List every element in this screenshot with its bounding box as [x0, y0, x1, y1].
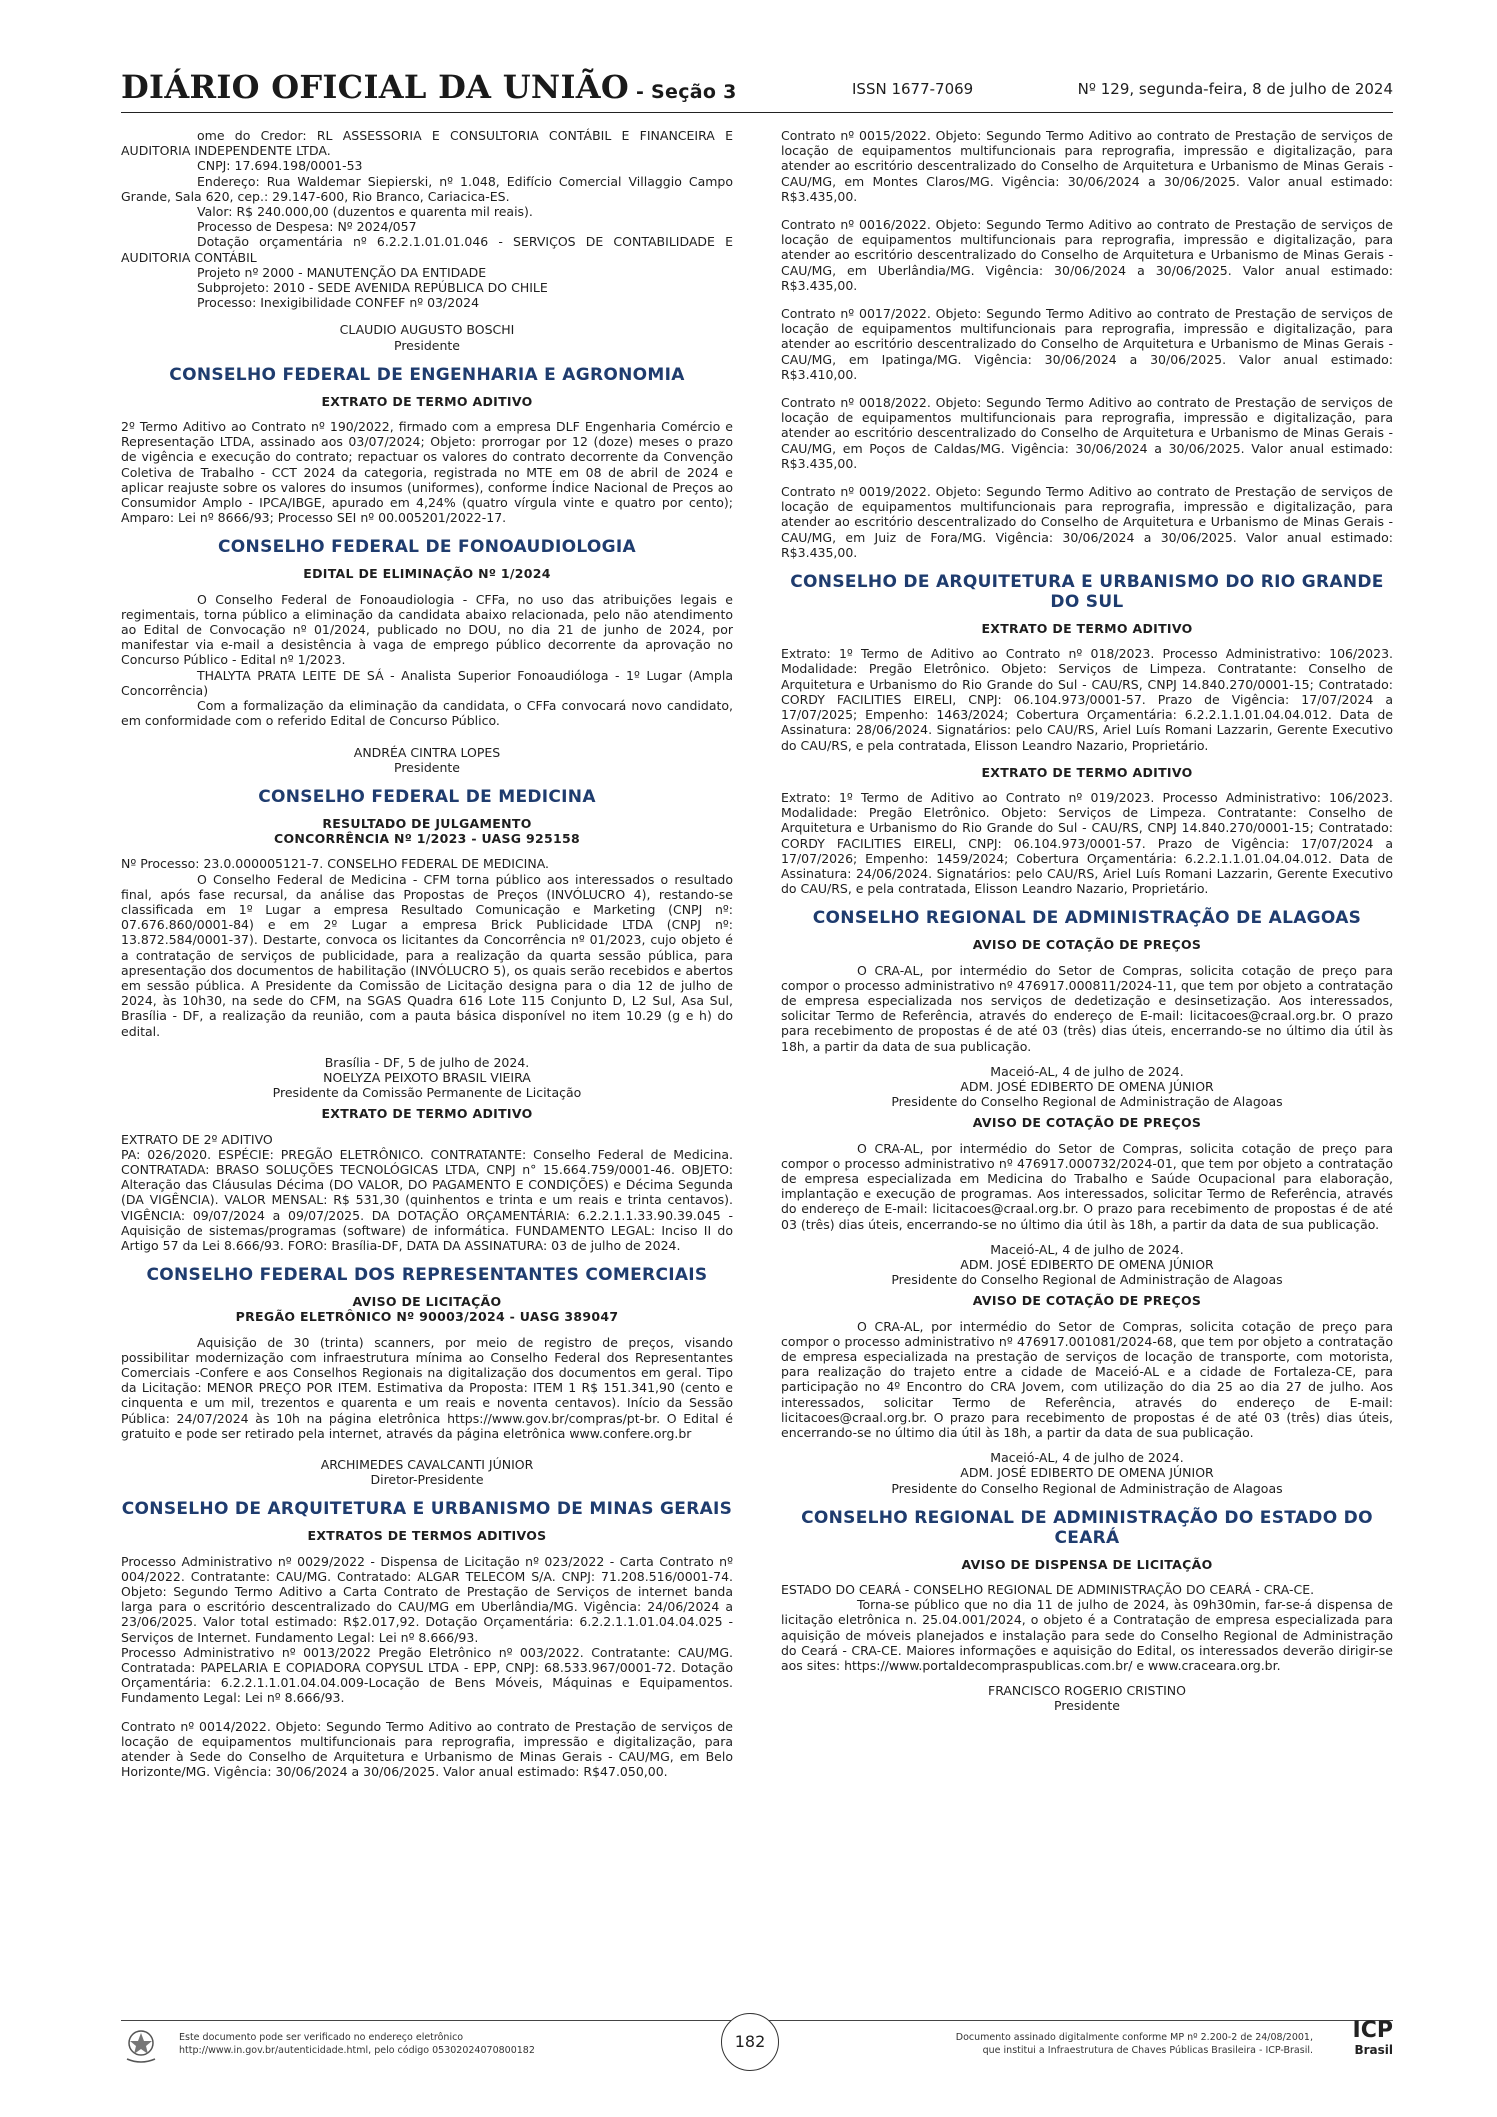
signer-name: CLAUDIO AUGUSTO BOSCHI — [339, 322, 515, 338]
section-title: CONSELHO REGIONAL DE ADMINISTRAÇÃO DE ALAGOAS — [812, 908, 1362, 929]
section-subtitle: AVISO DE COTAÇÃO DE PREÇOS — [972, 1115, 1202, 1131]
intro-line: Dotação orçamentária nº 6.2.2.1.01.01.046 - SERVIÇOS DE CONTABILIDADE E AUDITORIA CONTÁBIL — [121, 234, 733, 265]
signature-note-line: Documento assinado digitalmente conforme MP nº 2.200-2 de 24/08/2001, — [955, 2032, 1313, 2043]
notice-text: O CRA-AL, por intermédio do Setor de Compras, solicita cotação de preço para compor o processo administrativo nº 476917.000811/2024-11, que tem por objeto a contratação de empresa especializada nos serviços de dedetização e desinsetização. Aos interessados, solicitar Termo de Referência, através do endereço de E-mail: licitacoes@craal.org.br. O prazo para recebimento de propostas é de até 03 (três) dias úteis, encerrando-se no último dia útil às 18h, a partir da data de sua publicação. — [781, 962, 1393, 1054]
left-column — [121, 128, 733, 1779]
section-subtitle: AVISO DE DISPENSA DE LICITAÇÃO — [961, 1556, 1213, 1572]
intro-line: Processo: Inexigibilidade CONFEF nº 03/2024 — [197, 295, 480, 311]
contract-entry: Contrato nº 0015/2022. Objeto: Segundo Termo Aditivo ao contrato de Prestação de serviços de locação de equipamentos multifuncionais para reprografia, impressão e digitalização, para atender ao escritório descentralizado do Conselho de Arquitetura e Urbanismo de Minas Gerais - CAU/MG, em Montes Claros/MG. Vigência: 30/06/2024 a 30/06/2025. Valor anual estimado: R$3.435,00. — [781, 128, 1393, 204]
notice-text: Extrato: 1º Termo de Aditivo ao Contrato nº 019/2023. Processo Administrativo: 106/2023. Modalidade: Pregão Eletrônico. Objeto: Serviços de Limpeza. Contratante: Conselho de Arquitetura e Urbanismo do Rio Grande do Sul - CAU/RS, CNPJ 14.840.270/0001-15; Contratado: CORDY FACILITIES EIRELI, CNPJ: 06.104.973/0001-57. Prazo de Vigência: 17/07/2024 a 17/07/2026; Empenho: 1459/2024; Cobertura Orçamentária: 6.2.2.1.1.01.04.04.012. Data de Assinatura: 24/06/2024. Signatários: pelo CAU/RS, Ariel Luís Romani Lazzarin, Gerente Executivo do CAU/RS, e pela contratada, Elisson Leandro Nazario, Proprietário. — [781, 789, 1393, 897]
icp-logo-subtext: Brasil — [1354, 2043, 1393, 2057]
signer-role: Presidente do Conselho Regional de Administração de Alagoas — [891, 1480, 1283, 1496]
signer-name: ARCHIMEDES CAVALCANTI JÚNIOR — [320, 1457, 534, 1473]
section-subtitle: EXTRATOS DE TERMOS ADITIVOS — [307, 1528, 547, 1544]
signer-name: ANDRÉA CINTRA LOPES — [353, 744, 501, 760]
intro-line: Valor: R$ 240.000,00 (duzentos e quarenta mil reais). — [197, 204, 533, 220]
contract-entry: Contrato nº 0017/2022. Objeto: Segundo Termo Aditivo ao contrato de Prestação de serviços de locação de equipamentos multifuncionais para reprografia, impressão e digitalização, para atender ao escritório descentralizado do Conselho de Arquitetura e Urbanismo de Minas Gerais - CAU/MG, em Ipatinga/MG. Vigência: 30/06/2024 a 30/06/2025. Valor anual estimado: R$3.410,00. — [781, 306, 1393, 382]
signature-block — [121, 1457, 733, 1487]
notice-text: O CRA-AL, por intermédio do Setor de Compras, solicita cotação de preço para compor o processo administrativo nº 476917.001081/2024-68, que tem por objeto a contratação de empresa especializada na prestação de serviços de locação de transporte, com motorista, para realização do trajeto entre a cidade de Maceió-AL e a cidade de Fortaleza-CE, para participação no 4º Encontro do CRA Jovem, com utilização do dia 25 ao dia 27 de julho. Aos interessados, solicitar Termo de Referência, através do endereço de E-mail: licitacoes@craal.org.br. O prazo para recebimento de propostas é de até 03 (três) dias úteis, encerrando-se no último dia útil às 18h, a partir da data de sua publicação. — [781, 1318, 1393, 1441]
section-title: CONSELHO FEDERAL DOS REPRESENTANTES COMERCIAIS — [146, 1265, 708, 1286]
signer-role: Presidente — [394, 337, 460, 353]
section-subtitle: EXTRATO DE TERMO ADITIVO — [321, 393, 533, 409]
signer-role: Diretor-Presidente — [370, 1472, 484, 1488]
section-title: CONSELHO REGIONAL DE ADMINISTRAÇÃO DO ESTADO DO CEARÁ — [801, 1507, 1373, 1548]
masthead — [121, 68, 737, 106]
signer-name: NOELYZA PEIXOTO BRASIL VIEIRA — [323, 1069, 531, 1085]
signature-block — [781, 1242, 1393, 1288]
signer-role: Presidente — [394, 759, 460, 775]
signature-place-date: Maceió-AL, 4 de julho de 2024. — [990, 1063, 1184, 1079]
section-subtitle: EDITAL DE ELIMINAÇÃO Nº 1/2024 — [303, 566, 551, 582]
icp-brasil-logo — [1331, 2019, 1393, 2073]
section-subtitle: EXTRATO DE TERMO ADITIVO — [981, 621, 1193, 637]
issn: ISSN 1677-7069 — [852, 80, 974, 98]
signer-name: FRANCISCO ROGERIO CRISTINO — [988, 1683, 1186, 1699]
signature-block — [781, 1064, 1393, 1110]
signer-name: ADM. JOSÉ EDIBERTO DE OMENA JÚNIOR — [960, 1465, 1214, 1481]
signature-block — [121, 322, 733, 352]
section-subtitle: RESULTADO DE JULGAMENTO — [322, 815, 532, 831]
signature-block — [121, 1055, 733, 1101]
section-subtitle: AVISO DE COTAÇÃO DE PREÇOS — [972, 1293, 1202, 1309]
intro-line: Processo de Despesa: Nº 2024/057 — [197, 219, 417, 235]
section-label: - Seção 3 — [629, 81, 737, 103]
section-subtitle: PREGÃO ELETRÔNICO Nº 90003/2024 - UASG 389047 — [235, 1309, 619, 1325]
notice-text: ESTADO DO CEARÁ - CONSELHO REGIONAL DE ADMINISTRAÇÃO DO CEARÁ - CRA-CE. — [781, 1582, 1315, 1598]
page-footer — [121, 2018, 1393, 2085]
signer-name: ADM. JOSÉ EDIBERTO DE OMENA JÚNIOR — [960, 1078, 1214, 1094]
notice-text: EXTRATO DE 2º ADITIVO — [121, 1131, 273, 1147]
notice-text: O Conselho Federal de Medicina - CFM torna público aos interessados o resultado final, após fase recursal, da análise das Propostas de Preços (INVÓLUCRO 4), restando-se classificada em 1º Lugar a empresa Resultado Comunicação e Marketing (CNPJ nº: 07.676.860/0001-84) e em 2º Lugar a empresa Brick Publicidade LTDA (CNPJ nº: 13.872.584/0001-37). Destarte, convoca os licitantes da Concorrência nº 01/2023, cujo objeto é a contratação de serviços de publicidade, para a realização da quarta sessão pública, para apresentação dos documentos de habilitação (INVÓLUCRO 5), os quais serão recebidos e abertos em sessão pública. A Presidente da Comissão de Licitação designa para o dia 12 de julho de 2024, às 10h30, na sede do CFM, na SGAS Quadra 616 Lote 115 Conjunto D, L2 Sul, Asa Sul, Brasília - DF, a realização da reunião, com a pauta básica disponível no item 10.29 (g e h) do edital. — [121, 871, 733, 1039]
notice-text: THALYTA PRATA LEITE DE SÁ - Analista Superior Fonoaudióloga - 1º Lugar (Ampla Concorrência) — [121, 667, 733, 698]
section-title: CONSELHO FEDERAL DE ENGENHARIA E AGRONOMIA — [169, 364, 685, 385]
notice-text: Contrato nº 0014/2022. Objeto: Segundo Termo Aditivo ao contrato de Prestação de serviços de locação de equipamentos multifuncionais para reprografia, impressão e digitalização, para atender à Sede do Conselho de Arquitetura e Urbanismo de Minas Gerais - CAU/MG, em Belo Horizonte/MG. Vigência: 30/06/2024 a 30/06/2025. Valor anual estimado: R$47.050,00. — [121, 1718, 733, 1780]
contract-entry: Contrato nº 0019/2022. Objeto: Segundo Termo Aditivo ao contrato de Prestação de serviços de locação de equipamentos multifuncionais para reprografia, impressão e digitalização, para atender ao escritório descentralizado do Conselho de Arquitetura e Urbanismo de Minas Gerais - CAU/MG, em Juiz de Fora/MG. Vigência: 30/06/2024 a 30/06/2025. Valor anual estimado: R$3.435,00. — [781, 484, 1393, 560]
signature-place-date: Brasília - DF, 5 de julho de 2024. — [324, 1054, 530, 1070]
verification-line: Este documento pode ser verificado no endereço eletrônico — [179, 2032, 464, 2043]
signer-role: Presidente — [1054, 1698, 1120, 1714]
signature-place-date: Maceió-AL, 4 de julho de 2024. — [990, 1241, 1184, 1257]
page-number: 182 — [721, 2013, 779, 2071]
intro-line: ome do Credor: RL ASSESSORIA E CONSULTORIA CONTÁBIL E FINANCEIRA E AUDITORIA INDEPENDENTE LTDA. — [121, 128, 733, 159]
section-subtitle: AVISO DE LICITAÇÃO — [352, 1294, 502, 1310]
masthead-title: DIÁRIO OFICIAL DA UNIÃO — [121, 68, 630, 106]
intro-line: Subprojeto: 2010 - SEDE AVENIDA REPÚBLICA DO CHILE — [197, 280, 548, 296]
contract-entry: Contrato nº 0018/2022. Objeto: Segundo Termo Aditivo ao contrato de Prestação de serviços de locação de equipamentos multifuncionais para reprografia, impressão e digitalização, para atender ao escritório descentralizado do Conselho de Arquitetura e Urbanismo de Minas Gerais - CAU/MG, em Poços de Caldas/MG. Vigência: 30/06/2024 a 30/06/2025. Valor anual estimado: R$3.435,00. — [781, 395, 1393, 471]
header-rule — [121, 112, 1393, 113]
contract-entry: Contrato nº 0016/2022. Objeto: Segundo Termo Aditivo ao contrato de Prestação de serviços de locação de equipamentos multifuncionais para reprografia, impressão e digitalização, para atender ao escritório descentralizado do Conselho de Arquitetura e Urbanismo de Minas Gerais - CAU/MG, em Uberlândia/MG. Vigência: 30/06/2024 a 30/06/2025. Valor anual estimado: R$3.435,00. — [781, 217, 1393, 293]
section-title: CONSELHO DE ARQUITETURA E URBANISMO DO RIO GRANDE DO SUL — [790, 572, 1384, 613]
icp-logo-text: ICP — [1352, 2018, 1393, 2043]
notice-text: Extrato: 1º Termo de Aditivo ao Contrato nº 018/2023. Processo Administrativo: 106/2023. Modalidade: Pregão Eletrônico. Objeto: Serviços de Limpeza. Contratante: Conselho de Arquitetura e Urbanismo do Rio Grande do Sul - CAU/RS, CNPJ 14.840.270/0001-15; Contratado: CORDY FACILITIES EIRELI, CNPJ: 06.104.973/0001-57. Prazo de Vigência: 17/07/2024 a 17/07/2025; Empenho: 1463/2024; Cobertura Orçamentária: 6.2.2.1.1.01.04.04.012. Data de Assinatura: 28/06/2024. Signatários: pelo CAU/RS, Ariel Luís Romani Lazzarin, Gerente Executivo do CAU/RS, e pela contratada, Elisson Leandro Nazario, Proprietário. — [781, 646, 1393, 753]
notice-text: O CRA-AL, por intermédio do Setor de Compras, solicita cotação de preço para compor o processo administrativo nº 476917.000732/2024-01, que tem por objeto a contratação de empresa especializada em Medicina do Trabalho e Saúde Ocupacional para elaboração, implantação e execução de programas. Aos interessados, solicitar Termo de Referência, através do endereço de E-mail: licitacoes@craal.org.br. O prazo para recebimento de propostas é de até 03 (três) dias úteis, encerrando-se no último dia útil às 18h, a partir da data de sua publicação. — [781, 1140, 1393, 1232]
section-subtitle: EXTRATO DE TERMO ADITIVO — [321, 1106, 533, 1122]
notice-text: PA: 026/2020. ESPÉCIE: PREGÃO ELETRÔNICO. CONTRATANTE: Conselho Federal de Medicina. CONTRATADA: BRASO SOLUÇÕES TECNOLÓGICAS LTDA, CNPJ n° 15.664.759/0001-46. OBJETO: Alteração das Cláusulas Décima (DO VALOR, DO PAGAMENTO E CONDIÇÕES) e Décima Segunda (DA VIGÊNCIA). VALOR MENSAL: R$ 531,30 (quinhentos e trinta e um reais e trinta centavos). VIGÊNCIA: 09/07/2024 a 09/07/2025. DA DOTAÇÃO ORÇAMENTÁRIA: 6.2.2.1.1.33.90.39.045 - Aquisição de sistemas/programas (software) de informática. FUNDAMENTO LEGAL: Inciso II do Artigo 57 da Lei 8.666/93. FORO: Brasília-DF, DATA DA ASSINATURA: 03 de julho de 2024. — [121, 1146, 733, 1253]
signature-note — [956, 2031, 1313, 2057]
notice-text: Processo Administrativo nº 0029/2022 - Dispensa de Licitação nº 023/2022 - Carta Contrato nº 004/2022. Contratante: CAU/MG. Contratado: ALGAR TELECOM S/A. CNPJ: 71.208.516/0001-74. Objeto: Segundo Termo Aditivo a Carta Contrato de Prestação de Serviços de internet banda larga para o escritório descentralizado do CAU/MG em Uberlândia/MG. Vigência: 24/06/2024 a 23/06/2025. Valor total estimado: R$2.017,92. Dotação Orçamentária: 6.2.2.1.1.01.04.04.025 - Serviços de Internet. Fundamento Legal: Lei nº 8.666/93. — [121, 1553, 733, 1645]
section-subtitle: CONCORRÊNCIA Nº 1/2023 - UASG 925158 — [273, 831, 580, 847]
notice-text: Processo Administrativo nº 0013/2022 Pregão Eletrônico nº 003/2022. Contratante: CAU/MG. Contratada: PAPELARIA E COPIADORA COPYSUL LTDA - EPP, CNPJ: 68.533.967/0001-72. Dotação Orçamentária: 6.2.2.1.1.01.04.04.009-Locação de Bens Móveis, Máquinas e Equipamentos. Fundamento Legal: Lei nº 8.666/93. — [121, 1644, 733, 1706]
notice-text: Aquisição de 30 (trinta) scanners, por meio de registro de preços, visando possibilitar modernização com infraestrutura mínima ao Conselho Federal dos Representantes Comerciais -Confere e aos Conselhos Regionais na digitalização dos documentos em geral. Tipo da Licitação: MENOR PREÇO POR ITEM. Estimativa da Proposta: ITEM 1 R$ 151.341,90 (cento e cinquenta e um mil, trezentos e quarenta e um reais e noventa centavos). Início da Sessão Pública: 24/07/2024 às 10h na página eletrônica https://www.gov.br/compras/pt-br. O Edital é gratuito e pode ser retirado pela internet, através da página eletrônica www.confere.org.br — [121, 1334, 733, 1441]
notice-text: Torna-se público que no dia 11 de julho de 2024, às 09h30min, far-se-á dispensa de licitação eletrônica n. 25.04.001/2024, o objeto é a Contratação de empresa especializada para aquisição de móveis planejados e instalação para sede do Conselho Regional de Administração do Ceará - CRA-CE. Maiores informações e aquisição do Edital, os interessados deverão dirigir-se aos sites: https://www.portaldecompraspublicas.com.br/ e www.craceara.org.br. — [781, 1597, 1393, 1674]
section-title: CONSELHO DE ARQUITETURA E URBANISMO DE MINAS GERAIS — [121, 1499, 733, 1520]
signer-role: Presidente do Conselho Regional de Administração de Alagoas — [891, 1094, 1283, 1110]
signature-block — [121, 745, 733, 775]
intro-line: CNPJ: 17.694.198/0001-53 — [197, 158, 363, 174]
notice-text: Com a formalização da eliminação da candidata, o CFFa convocará novo candidato, em conformidade com o referido Edital de Concurso Público. — [121, 698, 733, 729]
signer-role: Presidente do Conselho Regional de Administração de Alagoas — [891, 1272, 1283, 1288]
edition-date: Nº 129, segunda-feira, 8 de julho de 2024 — [1077, 80, 1393, 98]
signature-block — [781, 1450, 1393, 1496]
notice-text: 2º Termo Aditivo ao Contrato nº 190/2022, firmado com a empresa DLF Engenharia Comércio e Representação LTDA, assinado aos 03/07/2024; Objeto: prorrogar por 12 (doze) meses o prazo de vigência e execução do contrato; repactuar os valores do contrato decorrente da Convenção Coletiva de Trabalho - CCT 2024 da categoria, registrada no MTE em 08 de abril de 2024 e aplicar reajuste sobre os valores do insumos (uniformes), conforme Índice Nacional de Preços ao Consumidor Amplo - IPCA/IBGE, apurado em 4,24% (quatro vírgula vinte e quatro por cento); Amparo: Lei nº 8666/93; Processo SEI nº 00.005201/2022-17. — [121, 419, 733, 526]
signature-place-date: Maceió-AL, 4 de julho de 2024. — [990, 1450, 1184, 1466]
section-subtitle: EXTRATO DE TERMO ADITIVO — [981, 764, 1193, 780]
intro-line: Projeto nº 2000 - MANUTENÇÃO DA ENTIDADE — [197, 264, 487, 280]
verification-link[interactable]: http://www.in.gov.br/autenticidade.html, pelo código 05302024070800182 — [179, 2045, 535, 2056]
notice-text: O Conselho Federal de Fonoaudiologia - CFFa, no uso das atribuições legais e regimentais, torna público a eliminação da candidata abaixo relacionada, pelo não atendimento ao Edital de Convocação nº 01/2024, publicado no DOU, no dia 21 de junho de 2024, por manifestar via e-mail a desistência à vaga de emprego público decorrente da aprovação no Concurso Público - Edital nº 1/2023. — [121, 591, 733, 668]
page-header — [121, 68, 1393, 114]
section-title: CONSELHO FEDERAL DE FONOAUDIOLOGIA — [218, 537, 636, 558]
signature-note-line: que institui a Infraestrutura de Chaves Públicas Brasileira - ICP-Brasil. — [982, 2045, 1313, 2056]
notice-text: Nº Processo: 23.0.000005121-7. CONSELHO FEDERAL DE MEDICINA. — [121, 856, 550, 872]
verification-note — [179, 2031, 535, 2057]
signer-role: Presidente da Comissão Permanente de Licitação — [272, 1085, 582, 1101]
right-column — [781, 128, 1393, 1720]
coat-of-arms-icon — [121, 2025, 161, 2065]
signer-name: ADM. JOSÉ EDIBERTO DE OMENA JÚNIOR — [960, 1256, 1214, 1272]
intro-line: Endereço: Rua Waldemar Siepierski, nº 1.048, Edifício Comercial Villaggio Campo Grande, Sala 620, cep.: 29.147-600, Rio Branco, Cariacica-ES. — [121, 173, 733, 204]
section-title: CONSELHO FEDERAL DE MEDICINA — [258, 786, 596, 807]
signature-block — [781, 1683, 1393, 1713]
section-subtitle: AVISO DE COTAÇÃO DE PREÇOS — [972, 937, 1202, 953]
